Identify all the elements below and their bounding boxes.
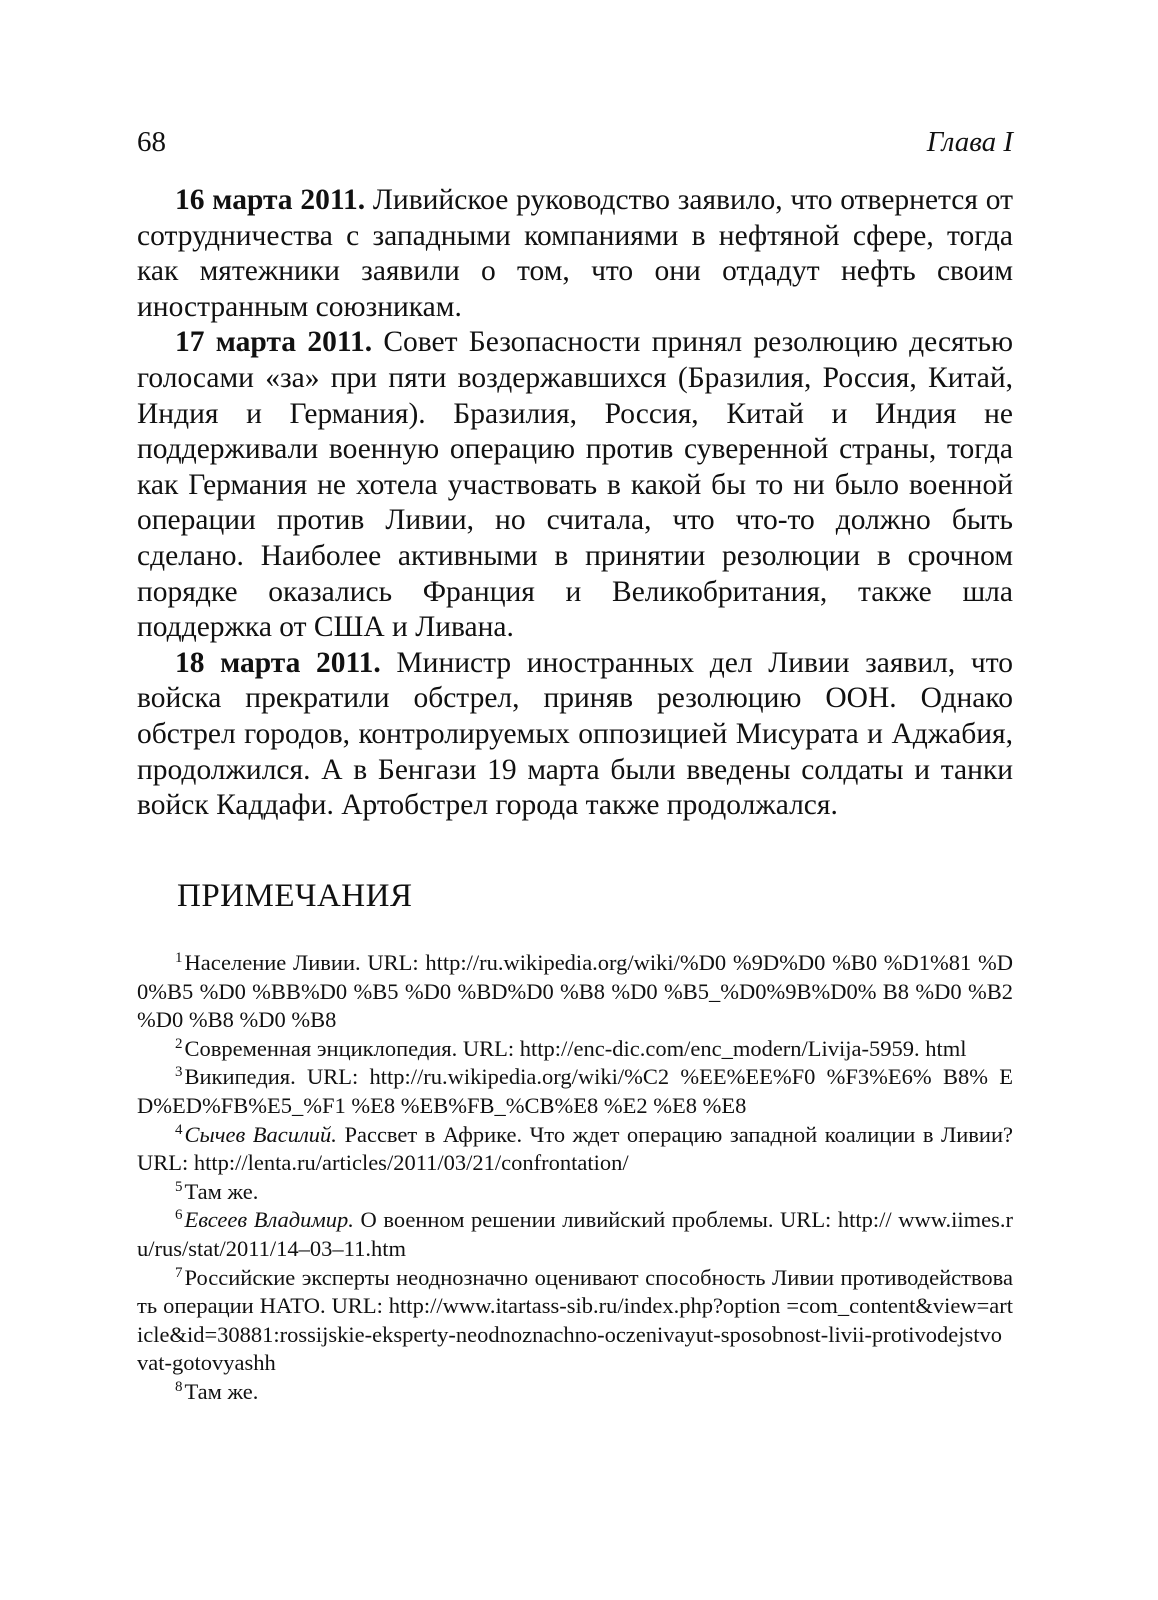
note-text: Население Ливии. URL: http://ru.wikipedia.org/wiki/%D0 %9D%D0 %B0 %D1%81 %D0%B5 %D0 %BB%D0 %B5 %D0 %BD%D0 %B8 %D0 %B5_%D0%9B%D0% B8 %D0 %B2 %D0 %B8 %D0 %B8 xyxy=(137,950,1013,1033)
note-number: 2 xyxy=(175,1035,183,1052)
note-number: 7 xyxy=(175,1264,183,1281)
chapter-title: Глава I xyxy=(926,126,1013,158)
running-header xyxy=(137,126,1013,166)
note-text: Википедия. URL: http://ru.wikipedia.org/wiki/%C2 %EE%EE%F0 %F3%E6% B8% ED%ED%FB%E5_%F1 %E8 %EB%FB_%CB%E8 %E2 %E8 %E8 xyxy=(137,1064,1013,1118)
note-author: Евсеев Владимир. xyxy=(184,1207,354,1233)
entry-date: 16 марта 2011. xyxy=(175,184,366,216)
note-text: О военном решении ливийский проблемы. URL: http:// www.iimes.ru/rus/stat/2011/14–03–11.htm xyxy=(137,1207,1013,1261)
note-number: 3 xyxy=(175,1064,183,1081)
note-text: Российские эксперты неоднозначно оценивают способность Ливии противодействовать операции НАТО. URL: http://www.itartass-sib.ru/index.php?option =com_content&view=article&id=30881:rossijskie-eksperty-neodnoznachno-oczenivayut-sposobnost-livii-protivodejstvovat-gotovyashh xyxy=(137,1264,1013,1376)
note-item xyxy=(137,1178,1013,1207)
note-item xyxy=(137,1035,1013,1064)
note-item xyxy=(137,1264,1013,1378)
notes-heading: ПРИМЕЧАНИЯ xyxy=(177,878,413,914)
entry-text: Ливийское руководство заявило, что отвернется от сотрудничества с западными компаниями в нефтяной сфере, тогда как мятежники заявили о том, что они отдадут нефть своим иностранным союзникам. xyxy=(137,184,1014,323)
note-item xyxy=(137,949,1013,1035)
note-item xyxy=(137,1121,1013,1178)
note-number: 6 xyxy=(175,1207,183,1224)
chronology-text xyxy=(137,183,1013,824)
notes-list xyxy=(137,949,1013,1407)
note-number: 8 xyxy=(175,1378,183,1395)
note-number: 4 xyxy=(175,1121,183,1138)
note-item xyxy=(137,1378,1013,1407)
entry-text: Совет Безопасности принял резолюцию десятью голосами «за» при пяти воздержавшихся (Бразилия, Россия, Китай, Индия и Германия). Бразилия, Россия, Китай и Индия не поддерживали военную операцию против суверенной страны, тогда как Германия не хотела участвовать в какой бы то ни было военной операции против Ливии, но считала, что что-то должно быть сделано. Наиболее активными в принятии резолюции в срочном порядке оказались Франция и Великобритания, также шла поддержка от США и Ливана. xyxy=(137,326,1013,644)
note-text: Там же. xyxy=(184,1378,259,1404)
note-number: 1 xyxy=(175,950,183,966)
note-item xyxy=(137,1063,1013,1120)
page-number: 68 xyxy=(137,126,166,158)
note-number: 5 xyxy=(175,1178,183,1195)
note-author: Сычев Василий. xyxy=(184,1121,337,1147)
note-item xyxy=(137,1206,1013,1263)
entry-text: Министр иностранных дел Ливии заявил, что войска прекратили обстрел, приняв резолюцию ООН. Однако обстрел городов, контролируемых оппозицией Мисурата и Аджабия, продолжился. А в Бенгази 19 марта были введены солдаты и танки войск Каддафи. Артобстрел города также продолжался. xyxy=(137,646,1014,822)
entry-paragraph xyxy=(137,646,1013,824)
entry-paragraph xyxy=(137,183,1013,325)
entry-date: 18 марта 2011. xyxy=(175,646,381,679)
note-text: Рассвет в Африке. Что ждет операцию западной коалиции в Ливии? URL: http://lenta.ru/articles/2011/03/21/confrontation/ xyxy=(137,1121,1014,1176)
entry-paragraph xyxy=(137,325,1013,645)
entry-date: 17 марта 2011. xyxy=(175,326,373,359)
note-text: Современная энциклопедия. URL: http://enc-dic.com/enc_modern/Livija-5959. html xyxy=(184,1035,967,1061)
note-text: Там же. xyxy=(184,1178,259,1204)
